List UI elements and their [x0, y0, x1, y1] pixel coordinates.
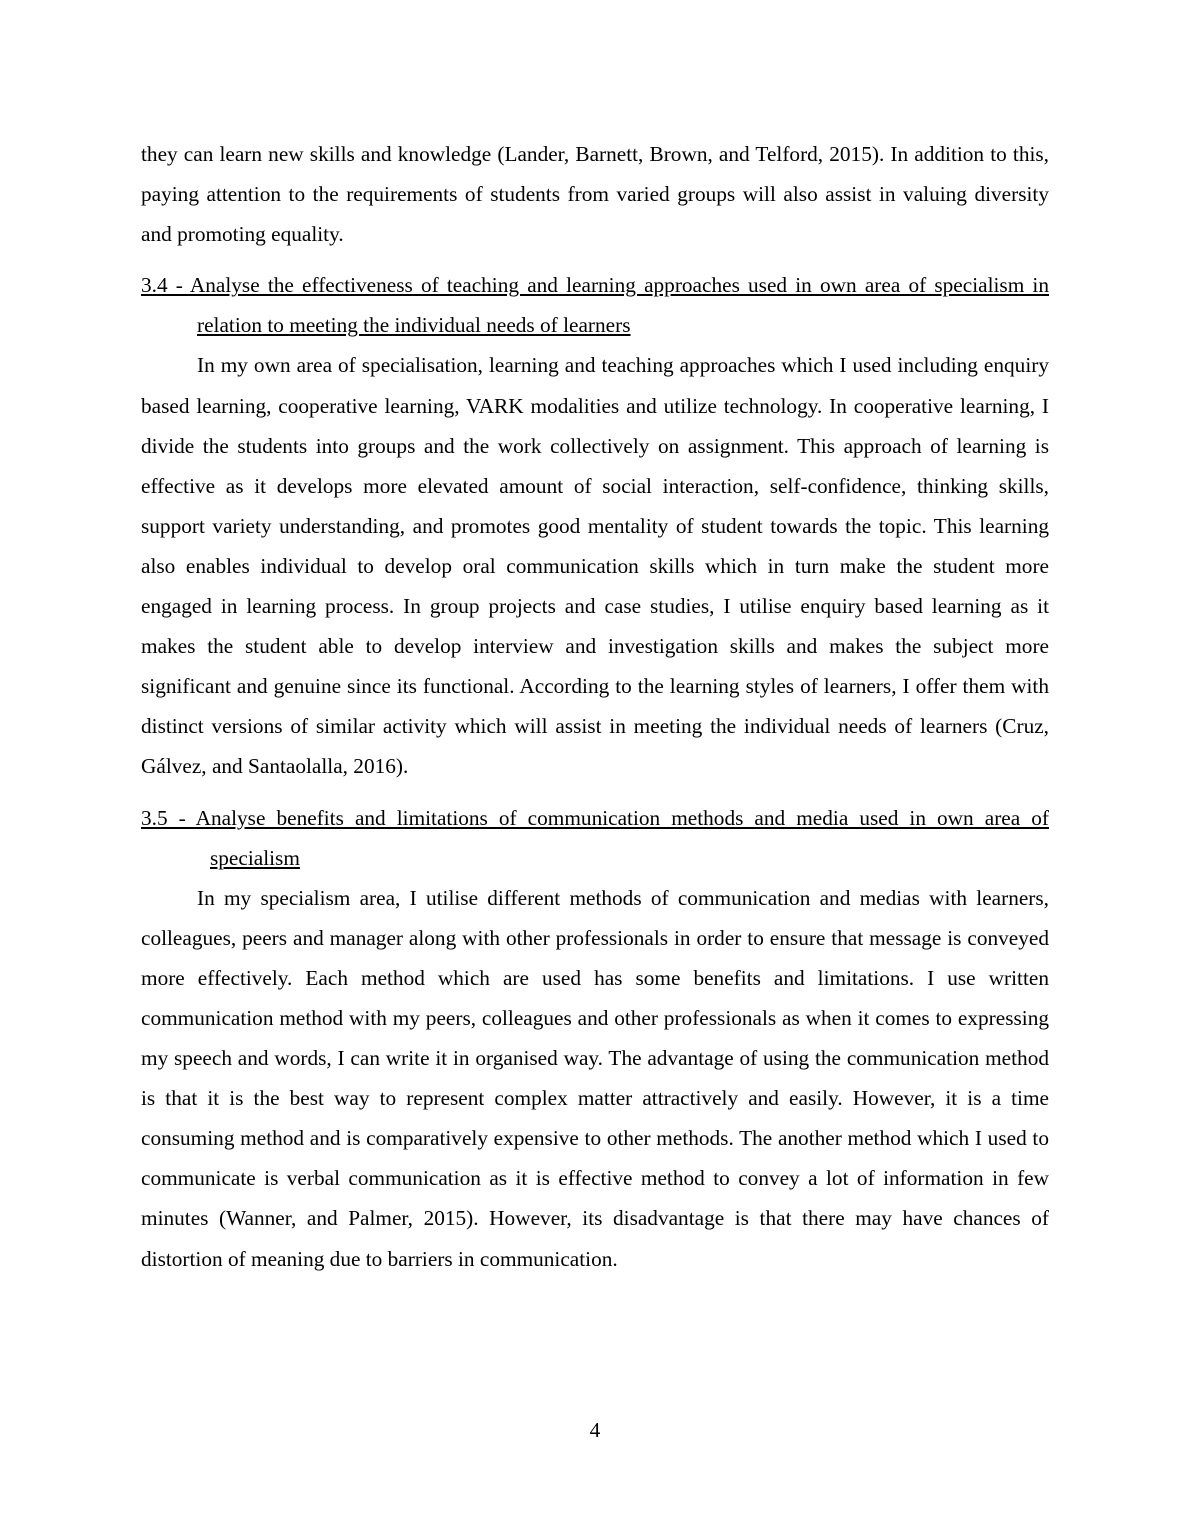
section-3-5-body: In my specialism area, I utilise different methods of communication and medias with learners, colleagues, peers and manager along with other professionals in order to ensure that message is conveyed more effectively. Each method which are used has some benefits and limitations. I use written communication method with my peers, colleagues and other professionals as when it comes to expressing my speech and words, I can write it in organised way. The advantage of using the communication method is that it is the best way to represent complex matter attractively and easily. However, it is a time consuming method and is comparatively expensive to other methods. The another method which I used to communicate is verbal communication as it is effective method to convey a lot of information in few minutes (Wanner, and Palmer, 2015). However, its disadvantage is that there may have chances of distortion of meaning due to barriers in communication.	[141, 885, 1049, 1271]
section-3-4-heading: 3.4 - Analyse the effectiveness of teaching and learning approaches used in own area of specialism in relation to meeting the individual needs of learners	[141, 273, 1049, 338]
section-3-4-body: In my own area of specialisation, learning and teaching approaches which I used including enquiry based learning, cooperative learning, VARK modalities and utilize technology. In cooperative learning, I divide the students into groups and the work collectively on assignment. This approach of learning is effective as it develops more elevated amount of social interaction, self-confidence, thinking skills, support variety understanding, and promotes good mentality of student towards the topic. This learning also enables individual to develop oral communication skills which in turn make the student more engaged in learning process. In group projects and case studies, I utilise enquiry based learning as it makes the student able to develop interview and investigation skills and makes the subject more significant and genuine since its functional. According to the learning styles of learners, I offer them with distinct versions of similar activity which will assist in meeting the individual needs of learners (Cruz, Gálvez, and Santaolalla, 2016).	[141, 353, 1049, 779]
section-3-5-heading: 3.5 - Analyse benefits and limitations of communication methods and media used in own area of specialism	[141, 805, 1049, 870]
intro-paragraph: they can learn new skills and knowledge (Lander, Barnett, Brown, and Telford, 2015). In addition to this, paying attention to the requirements of students from varied groups will also assist in valuing diversity and promoting equality.	[141, 142, 1049, 247]
page-number: 4	[589, 1418, 601, 1442]
page-content	[141, 134, 1049, 1279]
